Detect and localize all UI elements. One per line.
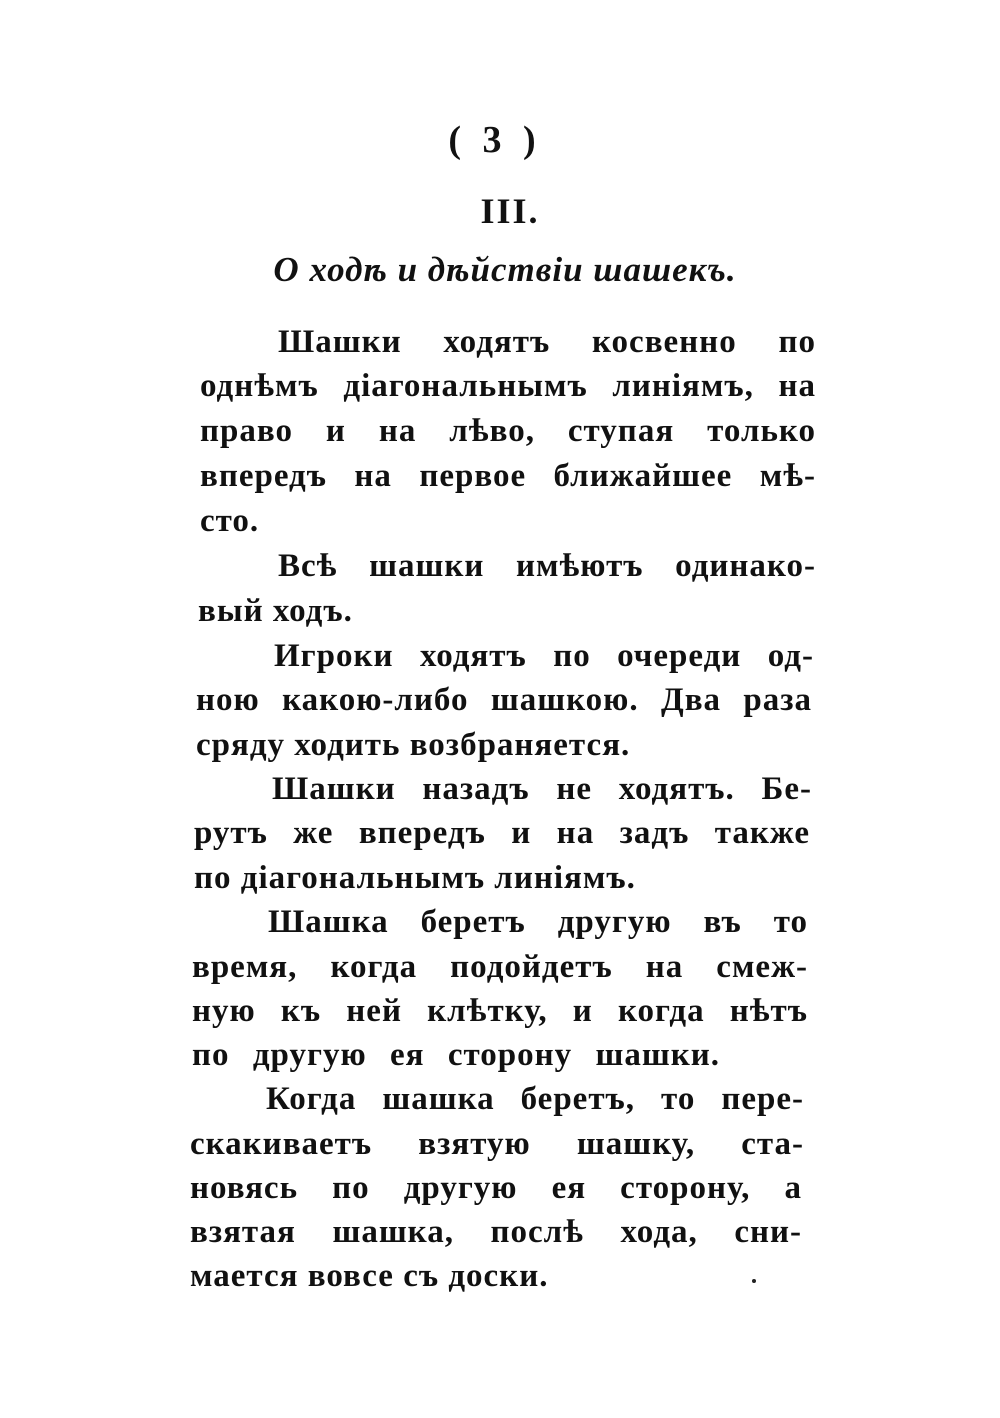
ink-speck	[752, 1279, 756, 1283]
text-line: Шашка беретъ другую въ то	[268, 904, 808, 940]
text-line: Шашки назадъ не ходятъ. Бе-	[272, 771, 812, 807]
text-line: по діагональнымъ линіямъ.	[194, 860, 636, 896]
section-number: III.	[480, 191, 540, 231]
text-line: однѣмъ діагональнымъ линіямъ, на	[200, 368, 816, 404]
text-line: впередъ на первое ближайшее мѣ-	[200, 458, 816, 494]
text-line: Игроки ходятъ по очереди од-	[274, 638, 814, 674]
text-line: время, когда подойдетъ на смеж-	[192, 949, 808, 985]
text-line: взятая шашка, послѣ хода, сни-	[190, 1214, 802, 1250]
text-line: новясь по другую ея сторону, а	[190, 1170, 802, 1206]
text-line: по другую ея сторону шашки.	[192, 1037, 720, 1073]
text-line: вый ходъ.	[198, 593, 353, 629]
text-line: Шашки ходятъ косвенно по	[278, 324, 816, 360]
text-line: скакиваетъ взятую шашку, ста-	[190, 1126, 804, 1162]
text-line: право и на лѣво, ступая только	[200, 413, 816, 449]
text-line: ною какою-либо шашкою. Два раза	[196, 682, 812, 718]
text-line: сто.	[200, 503, 260, 539]
text-line: сряду ходить возбраняется.	[196, 727, 631, 763]
text-line: Когда шашка беретъ, то пере-	[266, 1081, 804, 1117]
page-number: ( 3 )	[448, 119, 542, 161]
text-line: мается вовсе съ доски.	[190, 1258, 549, 1294]
section-title: О ходѣ и дѣйствіи шашекъ.	[273, 250, 737, 289]
text-line: Всѣ шашки имѣютъ одинако-	[278, 548, 816, 584]
text-line: рутъ же впередъ и на задъ также	[194, 815, 810, 851]
text-line: ную къ ней клѣтку, и когда нѣтъ	[192, 993, 808, 1029]
